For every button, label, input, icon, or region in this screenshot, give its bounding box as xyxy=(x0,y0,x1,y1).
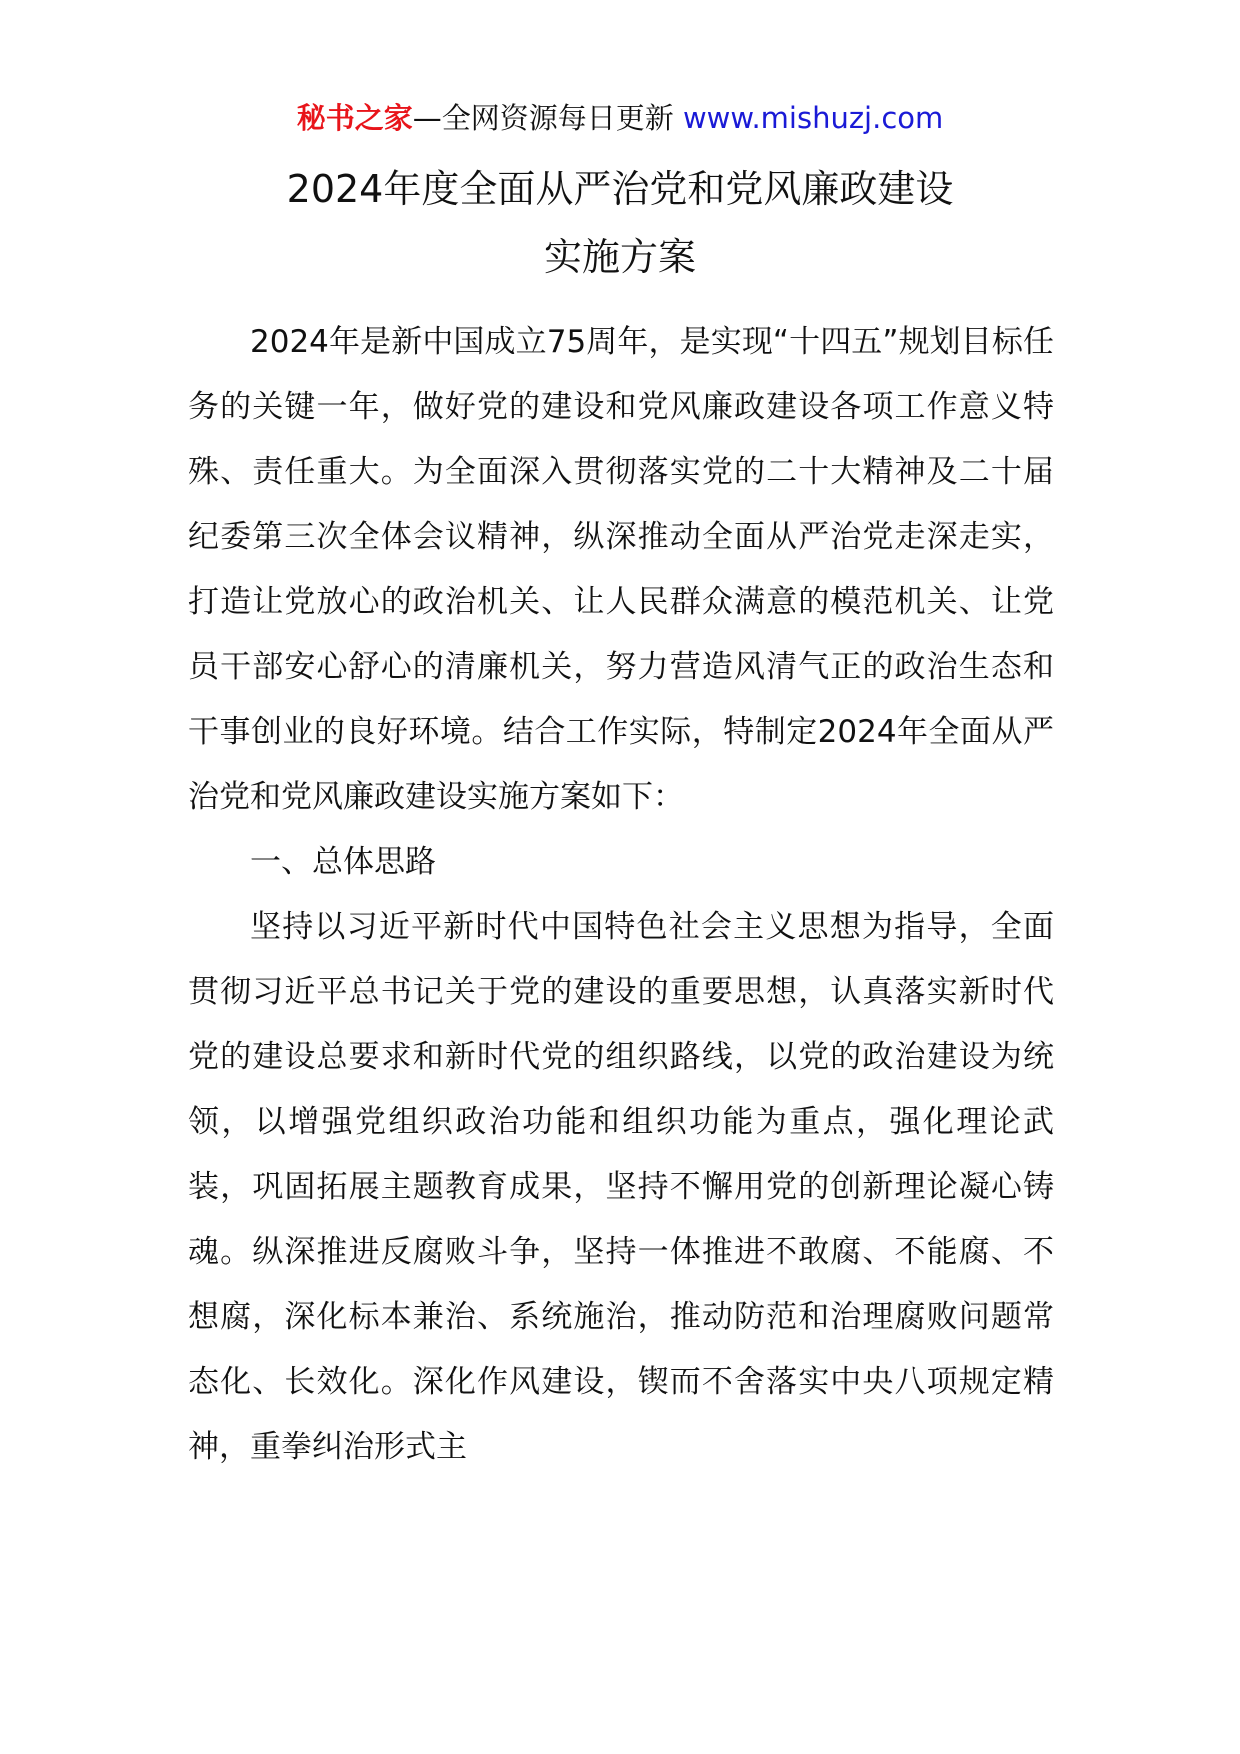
intro-paragraph: 2024年是新中国成立75周年，是实现“十四五”规划目标任务的关键一年，做好党的建设和党风廉政建设各项工作意义特殊、责任重大。为全面深入贯彻落实党的二十大精神及二十届纪委第三次全体会议精神，纵深推动全面从严治党走深走实，打造让党放心的政治机关、让人民群众满意的模范机关、让党员干部安心舒心的清廉机关，努力营造风清气正的政治生态和干事创业的良好环境。结合工作实际，特制定2024年全面从严治党和党风廉政建设实施方案如下： xyxy=(188,324,1054,815)
document-title-line1: 2024年度全面从严治党和党风廉政建设 xyxy=(286,167,954,211)
banner-tagline: —全网资源每日更新 xyxy=(412,101,674,135)
brand-name: 秘书之家 xyxy=(296,101,413,135)
document-body xyxy=(188,310,1054,1480)
watermark-banner xyxy=(0,98,1240,138)
document-title-line2: 实施方案 xyxy=(543,235,696,279)
section-paragraph: 坚持以习近平新时代中国特色社会主义思想为指导，全面贯彻习近平总书记关于党的建设的重要思想，认真落实新时代党的建设总要求和新时代党的组织路线，以党的政治建设为统领，以增强党组织政治功能和组织功能为重点，强化理论武装，巩固拓展主题教育成果，坚持不懈用党的创新理论凝心铸魂。纵深推进反腐败斗争，坚持一体推进不敢腐、不能腐、不想腐，深化标本兼治、系统施治，推动防范和治理腐败问题常态化、长效化。深化作风建设，锲而不舍落实中央八项规定精神，重拳纠治形式主 xyxy=(188,909,1054,1465)
site-url: www.mishuzj.com xyxy=(682,101,944,135)
section-heading: 一、总体思路 xyxy=(250,844,436,880)
